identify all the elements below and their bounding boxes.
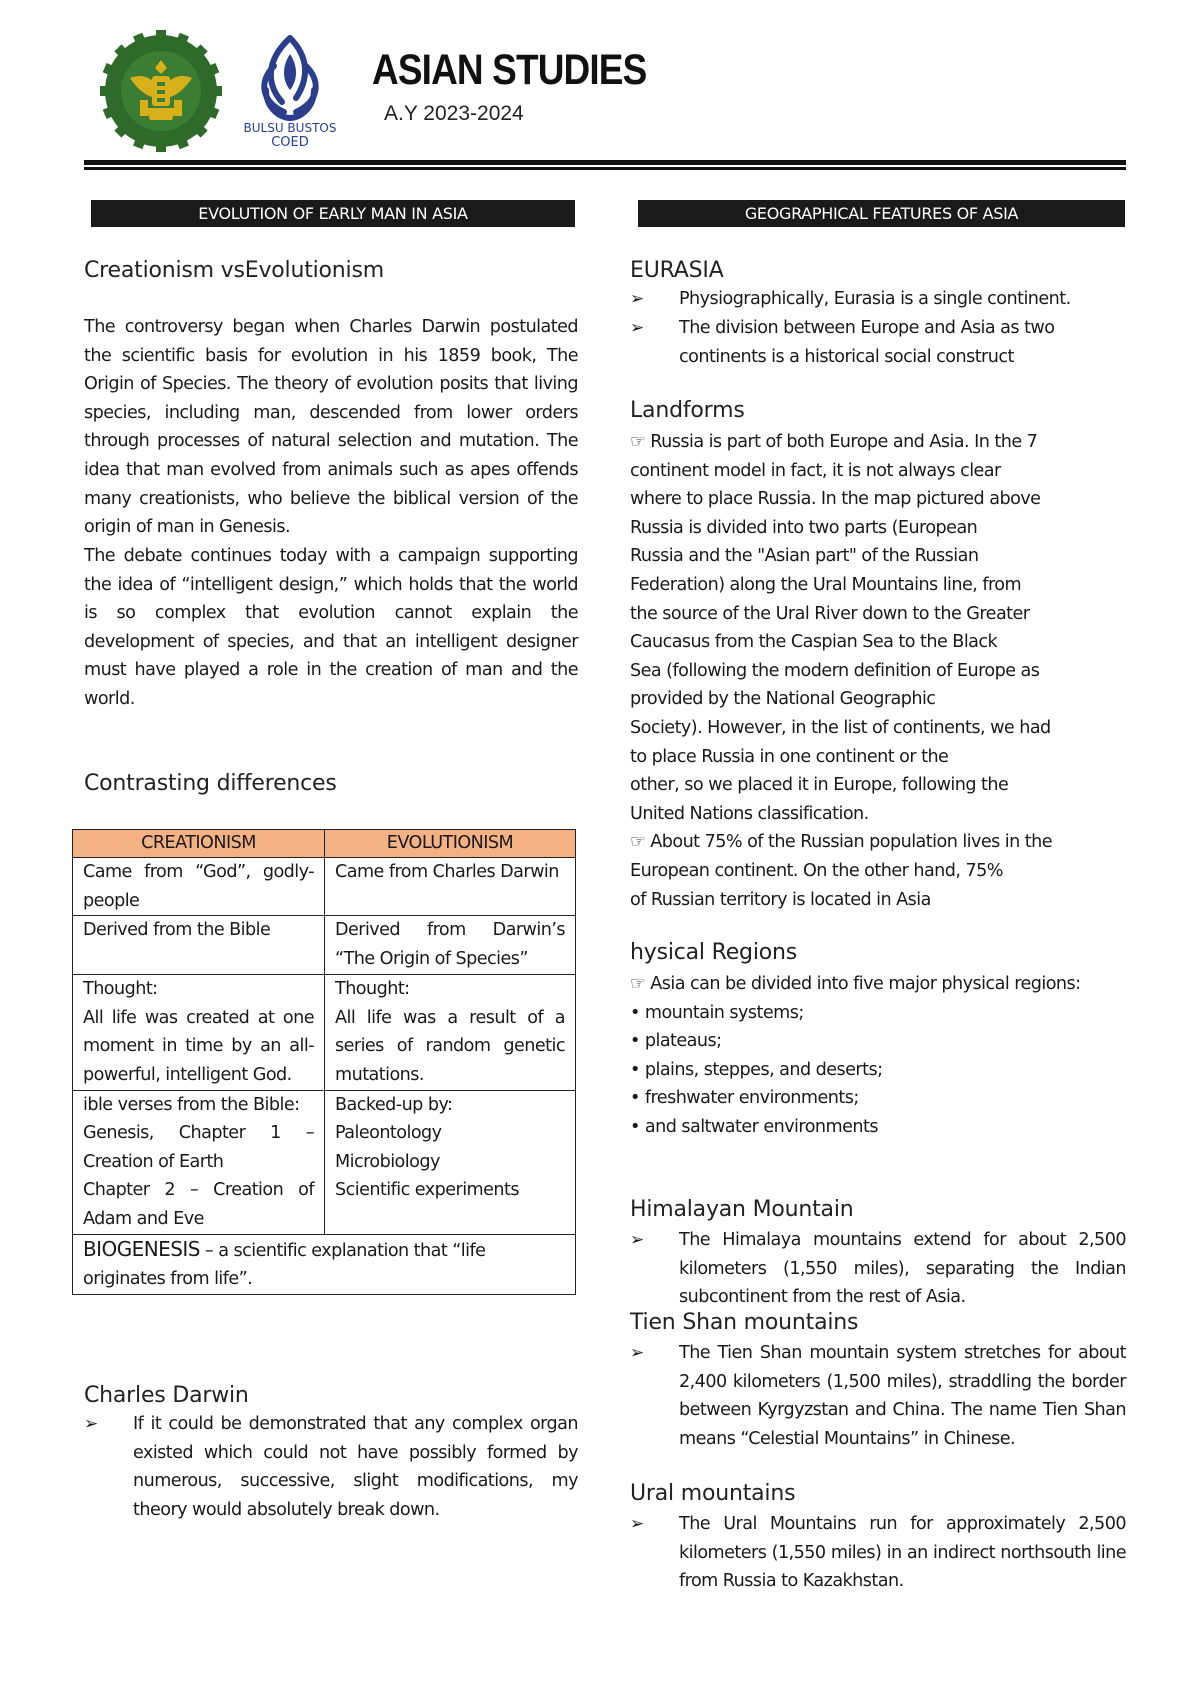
paragraph-debate: The debate continues today with a campaign supporting the idea of “intelligent design,” which holds that the world is so complex that evolution cannot explain the development of species, and that an intelligent designer must have played a role in the creation of man and the world.	[84, 546, 578, 709]
landforms-line: Society). However, in the list of continents, we had	[630, 717, 1051, 738]
pointing-hand-icon: ☞	[630, 432, 651, 452]
table-header-creationism: CREATIONISM	[73, 830, 325, 858]
heading-contrasting-differences: Contrasting differences	[84, 771, 337, 796]
list-item: • plains, steppes, and deserts;	[630, 1059, 883, 1080]
svg-text:COED: COED	[271, 135, 309, 148]
landforms-line: Federation) along the Ural Mountains line, from	[630, 574, 1022, 595]
physical-regions-block	[630, 970, 1126, 1142]
arrow-bullet-icon: ➢	[630, 1343, 644, 1363]
table-cell: Backed-up by: Paleontology Microbiology Scientific experiments	[325, 1090, 576, 1234]
landforms-line: where to place Russia. In the map pictured above	[630, 489, 1041, 510]
eurasia-bullet-1	[630, 285, 1126, 314]
pointing-hand-icon: ☞	[630, 832, 651, 853]
table-row	[73, 975, 576, 1090]
table-header-evolutionism: EVOLUTIONISM	[325, 830, 576, 858]
darwin-bullet-text: If it could be demonstrated that any complex organ existed which could not have possibly formed by numerous, successive, slight modifications, my theory would absolutely break down.	[133, 1414, 578, 1520]
eurasia-bullet-text: Physiographically, Eurasia is a single continent.	[679, 289, 1071, 309]
landforms-line: Russia and the "Asian part" of the Russian	[630, 546, 979, 567]
landforms-block	[630, 428, 1126, 914]
document-title: ASIAN STUDIES	[372, 46, 647, 94]
section-bar-evolution: EVOLUTION OF EARLY MAN IN ASIA	[91, 200, 575, 227]
heading-physical-regions: hysical Regions	[630, 940, 797, 965]
landforms-line: United Nations classification.	[630, 803, 869, 824]
comparison-table	[72, 829, 576, 1295]
landforms-line: Caucasus from the Caspian Sea to the Black	[630, 632, 998, 653]
arrow-bullet-icon: ➢	[630, 1230, 644, 1250]
table-header-row	[73, 830, 576, 858]
bulsu-bustos-coed-logo	[236, 32, 344, 148]
university-seal-logo	[100, 30, 222, 152]
landforms-line: to place Russia in one continent or the	[630, 746, 949, 767]
arrow-bullet-icon: ➢	[630, 289, 644, 309]
svg-text:BULSU BUSTOS: BULSU BUSTOS	[243, 121, 337, 135]
landforms-line: European continent. On the other hand, 75%	[630, 860, 1003, 881]
table-cell: Came from Charles Darwin	[325, 858, 576, 916]
table-row	[73, 858, 576, 916]
header-rule-thick	[84, 160, 1126, 165]
list-item: • freshwater environments;	[630, 1088, 859, 1109]
table-row	[73, 1090, 576, 1234]
himalaya-bullet	[630, 1226, 1126, 1312]
heading-charles-darwin: Charles Darwin	[84, 1383, 249, 1408]
paragraph-controversy: The controversy began when Charles Darwin postulated the scientific basis for evolution in his 1859 book, The Origin of Species. The theory of evolution posits that living species, including man, descended from lower orders through processes of natural selection and mutation. The idea that man evolved from animals such as apes offends many creationists, who believe the biblical version of the origin of man in Genesis.	[84, 317, 578, 538]
heading-landforms: Landforms	[630, 398, 745, 423]
list-item: • mountain systems;	[630, 1002, 804, 1023]
table-cell: Derived from Darwin’s “The Origin of Species”	[325, 916, 576, 975]
himalaya-bullet-text: The Himalaya mountains extend for about 2,500 kilometers (1,550 miles), separating the Indian subcontinent from the rest of Asia.	[679, 1230, 1126, 1308]
biogenesis-definition: – a scientific explanation that “life originates from life”.	[83, 1240, 486, 1290]
academic-year: A.Y 2023-2024	[384, 102, 524, 125]
table-cell: Derived from the Bible	[73, 916, 325, 975]
biogenesis-term: BIOGENESIS	[83, 1236, 200, 1261]
landforms-line: provided by the National Geographic	[630, 689, 936, 710]
landforms-line: ☞ Russia is part of both Europe and Asia. In the 7	[630, 432, 1038, 452]
biogenesis-cell	[73, 1234, 576, 1294]
list-item: • and saltwater environments	[630, 1116, 878, 1137]
table-cell: Thought: All life was created at one moment in time by an all-powerful, intelligent God.	[73, 975, 325, 1090]
section-bar-geography: GEOGRAPHICAL FEATURES OF ASIA	[638, 200, 1125, 227]
tienshan-bullet	[630, 1339, 1126, 1453]
eurasia-bullet-text: The division between Europe and Asia as two continents is a historical social construct	[679, 318, 1055, 367]
table-row	[73, 916, 576, 975]
heading-ural-mountains: Ural mountains	[630, 1481, 796, 1506]
darwin-bullet	[84, 1410, 578, 1524]
arrow-bullet-icon: ➢	[84, 1414, 98, 1434]
table-row-biogenesis	[73, 1234, 576, 1294]
landforms-line: of Russian territory is located in Asia	[630, 889, 931, 910]
heading-creationism-vs-evolutionism: Creationism vsEvolutionism	[84, 258, 384, 283]
landforms-line: ☞ About 75% of the Russian population lives in the	[630, 832, 1053, 853]
list-item: • plateaus;	[630, 1031, 722, 1052]
table-cell: Came from “God”, godly-people	[73, 858, 325, 916]
landforms-line: Sea (following the modern definition of Europe as	[630, 660, 1040, 681]
arrow-bullet-icon: ➢	[630, 1514, 644, 1534]
physical-intro: ☞ Asia can be divided into five major physical regions:	[630, 974, 1081, 994]
heading-himalayan-mountain: Himalayan Mountain	[630, 1197, 854, 1222]
heading-tien-shan: Tien Shan mountains	[630, 1310, 859, 1335]
landforms-line: the source of the Ural River down to the Greater	[630, 603, 1030, 624]
landforms-line: other, so we placed it in Europe, following the	[630, 775, 1009, 796]
header-rule-thin	[84, 167, 1126, 170]
tienshan-bullet-text: The Tien Shan mountain system stretches for about 2,400 kilometers (1,500 miles), straddling the border between Kyrgyzstan and China. The name Tien Shan means “Celestial Mountains” in Chinese.	[679, 1343, 1126, 1449]
landforms-line: continent model in fact, it is not always clear	[630, 460, 1001, 481]
table-cell: ible verses from the Bible: Genesis, Chapter 1 – Creation of Earth Chapter 2 – Creation of Adam and Eve	[73, 1090, 325, 1234]
table-cell: Thought: All life was a result of a series of random genetic mutations.	[325, 975, 576, 1090]
heading-eurasia: EURASIA	[630, 258, 724, 283]
arrow-bullet-icon: ➢	[630, 318, 644, 338]
ural-bullet-text: The Ural Mountains run for approximately 2,500 kilometers (1,550 miles) in an indirect northsouth line from Russia to Kazakhstan.	[679, 1514, 1126, 1592]
ural-bullet	[630, 1510, 1126, 1596]
eurasia-bullet-2	[630, 314, 1126, 371]
pointing-hand-icon: ☞	[630, 974, 651, 994]
landforms-line: Russia is divided into two parts (European	[630, 517, 978, 538]
